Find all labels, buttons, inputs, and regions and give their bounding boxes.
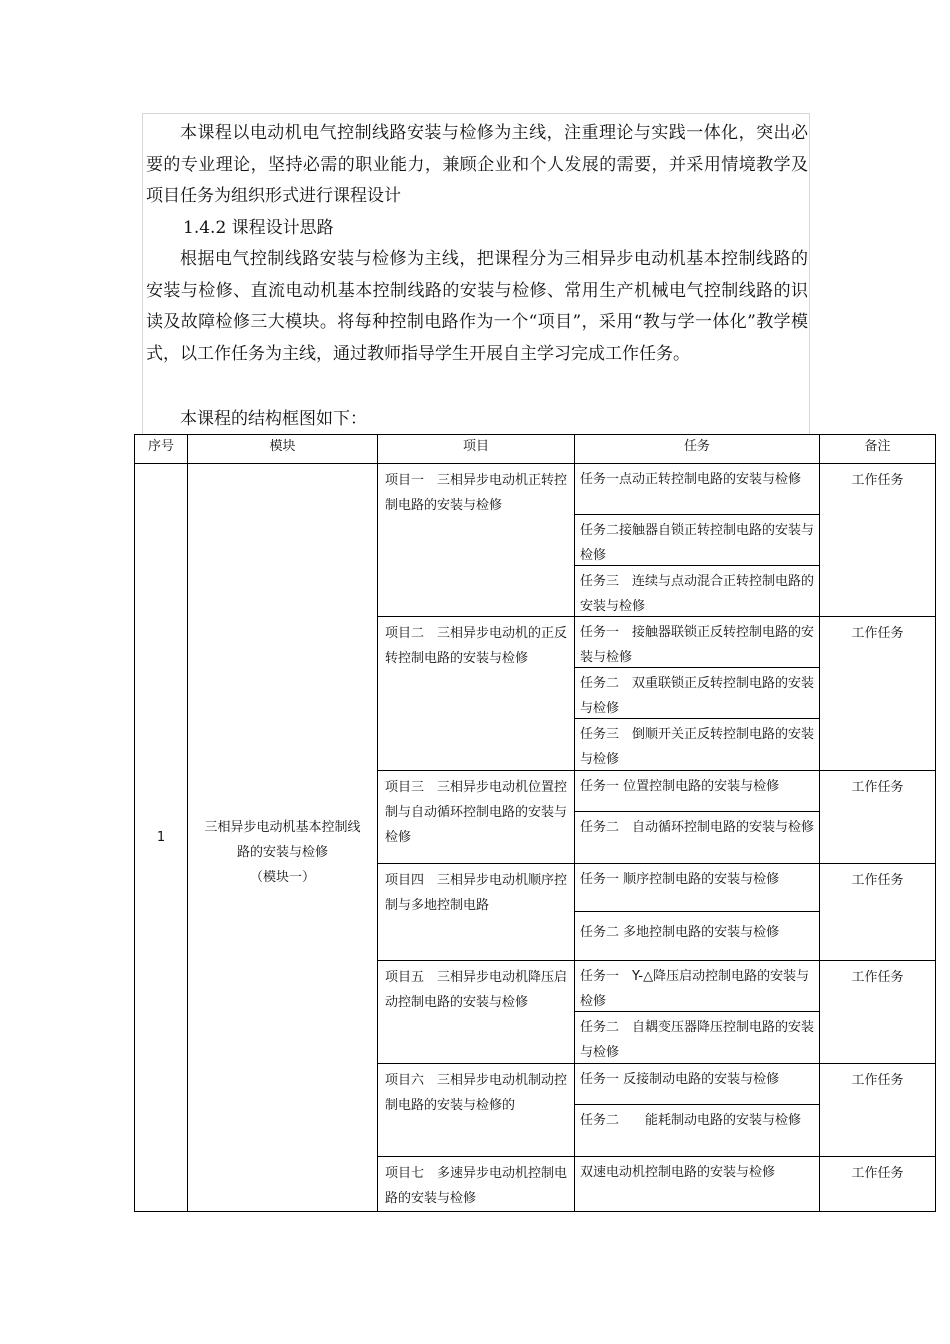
note-cell: 工作任务	[820, 771, 936, 864]
header-project: 项目	[378, 435, 575, 464]
task-item: 任务二 双重联锁正反转控制电路的安装与检修	[575, 668, 819, 719]
note-cell: 工作任务	[820, 464, 936, 617]
task-item: 双速电动机控制电路的安装与检修	[580, 1165, 776, 1180]
task-cell	[575, 1157, 820, 1212]
course-structure-table	[134, 434, 936, 1212]
task-item: 任务二 能耗制动电路的安装与检修	[580, 1113, 802, 1128]
project-cell: 项目七 多速异步电动机控制电路的安装与检修	[378, 1157, 575, 1212]
task-cell	[575, 864, 820, 961]
task-item: 任务一 接触器联锁正反转控制电路的安装与检修	[575, 617, 819, 668]
module-cell	[188, 464, 378, 1212]
intro-paragraph: 本课程以电动机电气控制线路安装与检修为主线，注重理论与实践一体化，突出必要的专业理论，坚持必需的职业能力，兼顾企业和个人发展的需要，并采用情境教学及项目任务为组织形式进行课程设计	[146, 123, 808, 206]
task-item: 任务二 自耦变压器降压控制电路的安装与检修	[580, 1020, 815, 1060]
task-item: 任务一 位置控制电路的安装与检修	[575, 771, 819, 812]
header-number: 序号	[135, 435, 188, 464]
design-paragraph: 根据电气控制线路安装与检修为主线，把课程分为三相异步电动机基本控制线路的安装与检修、直流电动机基本控制线路的安装与检修、常用生产机械电气控制线路的识读及故障检修三大模块。将每种控制电路作为一个“项目”，采用“教与学一体化”教学模式，以工作任务为主线，通过教师指导学生开展自主学习完成工作任务。	[146, 249, 808, 364]
project-cell: 项目二 三相异步电动机的正反转控制电路的安装与检修	[378, 617, 575, 771]
module-tag: （模块一）	[249, 870, 315, 885]
task-cell	[575, 617, 820, 771]
section-heading: 1.4.2 课程设计思路	[183, 218, 334, 238]
module-name-line2: 路的安装与检修	[236, 845, 328, 860]
task-item: 任务一点动正转控制电路的安装与检修	[575, 464, 819, 515]
project-cell: 项目一 三相异步电动机正转控制电路的安装与检修	[378, 464, 575, 617]
project-cell: 项目六 三相异步电动机制动控制电路的安装与检修的	[378, 1064, 575, 1157]
table-row	[135, 464, 936, 617]
header-module: 模块	[188, 435, 378, 464]
task-item: 任务一 顺序控制电路的安装与检修	[575, 864, 819, 912]
header-task: 任务	[575, 435, 820, 464]
project-cell: 项目四 三相异步电动机顺序控制与多地控制电路	[378, 864, 575, 961]
structure-caption: 本课程的结构框图如下：	[180, 409, 367, 429]
task-item: 任务三 连续与点动混合正转控制电路的安装与检修	[580, 574, 815, 614]
task-item: 任务一 反接制动电路的安装与检修	[575, 1064, 819, 1105]
row-number: 1	[135, 464, 188, 1212]
task-cell	[575, 961, 820, 1064]
note-cell: 工作任务	[820, 617, 936, 771]
module-name-line1: 三相异步电动机基本控制线	[204, 820, 361, 835]
note-cell: 工作任务	[820, 1157, 936, 1212]
task-item: 任务一 Y-△降压启动控制电路的安装与检修	[575, 961, 819, 1012]
table-header-row	[135, 435, 936, 464]
note-cell: 工作任务	[820, 961, 936, 1064]
task-item: 任务三 倒顺开关正反转控制电路的安装与检修	[580, 727, 815, 767]
task-item: 任务二 多地控制电路的安装与检修	[580, 925, 780, 940]
note-cell: 工作任务	[820, 864, 936, 961]
task-item: 任务二接触器自锁正转控制电路的安装与检修	[575, 515, 819, 566]
project-cell: 项目五 三相异步电动机降压启动控制电路的安装与检修	[378, 961, 575, 1064]
project-cell: 项目三 三相异步电动机位置控制与自动循环控制电路的安装与检修	[378, 771, 575, 864]
task-cell	[575, 464, 820, 617]
task-cell	[575, 1064, 820, 1157]
task-item: 任务二 自动循环控制电路的安装与检修	[580, 820, 815, 835]
header-note: 备注	[820, 435, 936, 464]
note-cell: 工作任务	[820, 1064, 936, 1157]
task-cell	[575, 771, 820, 864]
